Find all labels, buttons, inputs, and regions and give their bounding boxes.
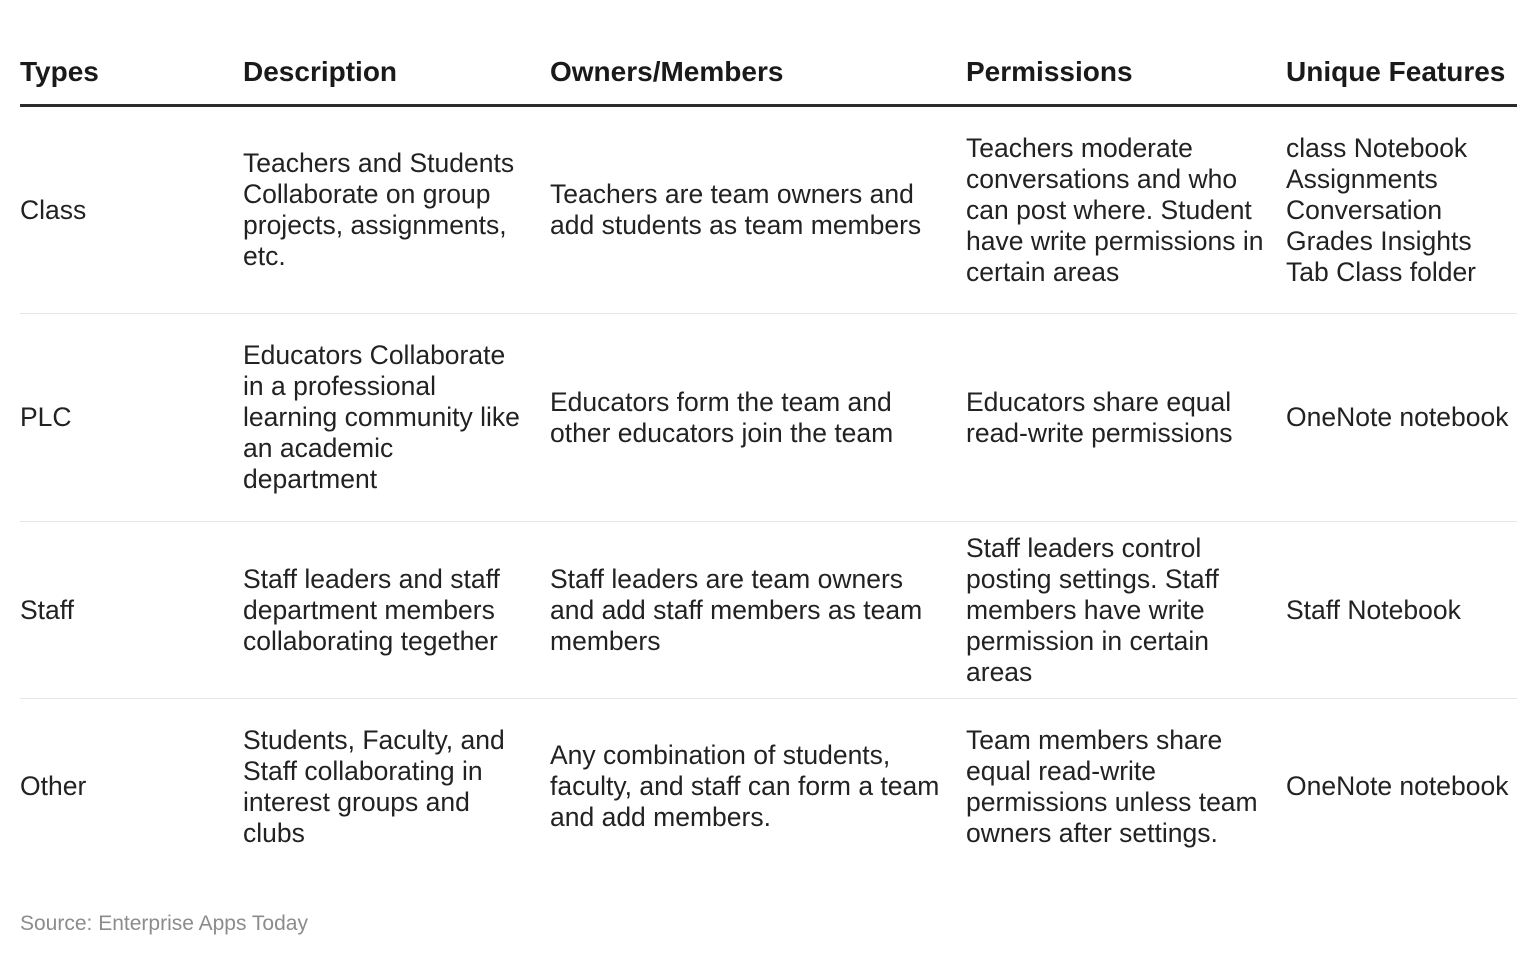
permissions-text: Teachers moderate conversations and who can post where. Student have write permissions in certain areas xyxy=(966,132,1264,287)
cell-description xyxy=(243,522,550,699)
owners-members-text: Any combination of students, faculty, and staff can form a team and add members. xyxy=(550,740,940,832)
cell-description xyxy=(243,314,550,522)
cell-permissions xyxy=(966,522,1286,699)
feature-item: OneNote notebook xyxy=(1286,771,1509,801)
description-text: Students, Faculty, and Staff collaborating in interest groups and clubs xyxy=(243,724,505,848)
cell-unique-features xyxy=(1286,699,1517,875)
feature-item: class Notebook xyxy=(1286,132,1468,163)
unique-features-list xyxy=(1286,595,1517,626)
owners-members-text: Staff leaders are team owners and add staff members as team members xyxy=(550,563,923,656)
owners-members-text: Educators form the team and other educators join the team xyxy=(550,386,894,448)
unique-features-list xyxy=(1286,771,1517,802)
feature-item: OneNote notebook xyxy=(1286,402,1509,432)
permissions-text: Educators share equal read-write permissions xyxy=(966,386,1233,448)
teams-types-table xyxy=(20,40,1517,874)
header-description: Description xyxy=(243,40,550,106)
table-row xyxy=(20,699,1517,875)
permissions-text: Staff leaders control posting settings. Staff members have write permission in certain areas xyxy=(966,532,1219,687)
header-types: Types xyxy=(20,40,243,106)
description-text: Teachers and Students Collaborate on group projects, assignments, etc. xyxy=(243,148,515,271)
table-header-row xyxy=(20,40,1517,106)
cell-description xyxy=(243,699,550,875)
cell-unique-features xyxy=(1286,522,1517,699)
cell-type: Class xyxy=(20,106,243,314)
table-row xyxy=(20,314,1517,522)
feature-item: Tab Class folder xyxy=(1286,256,1477,287)
cell-owners-members xyxy=(550,699,966,875)
table-row xyxy=(20,106,1517,314)
cell-permissions xyxy=(966,314,1286,522)
cell-type: Staff xyxy=(20,522,243,699)
cell-permissions xyxy=(966,106,1286,314)
unique-features-list xyxy=(1286,133,1517,288)
unique-features-list xyxy=(1286,402,1517,433)
cell-owners-members xyxy=(550,314,966,522)
feature-item: Grades Insights xyxy=(1286,225,1472,256)
cell-type: Other xyxy=(20,771,87,801)
permissions-text: Team members share equal read-write permissions unless team owners after settings. xyxy=(966,724,1258,848)
cell-unique-features xyxy=(1286,314,1517,522)
cell-owners-members xyxy=(550,106,966,314)
feature-item: Staff Notebook xyxy=(1286,594,1461,625)
cell-permissions xyxy=(966,699,1286,875)
header-owners-members: Owners/Members xyxy=(550,40,966,106)
cell-unique-features xyxy=(1286,106,1517,314)
teams-types-table-container xyxy=(20,40,1517,874)
owners-members-text: Teachers are team owners and add students as team members xyxy=(550,179,922,240)
header-permissions: Permissions xyxy=(966,40,1286,106)
description-text: Staff leaders and staff department members collaborating tegether xyxy=(243,563,500,656)
feature-item: Conversation xyxy=(1286,194,1443,225)
cell-owners-members xyxy=(550,522,966,699)
header-unique-features: Unique Features xyxy=(1286,40,1517,106)
cell-type: PLC xyxy=(20,314,243,522)
feature-item: Assignments xyxy=(1286,163,1438,194)
cell-description xyxy=(243,106,550,314)
source-note: Source: Enterprise Apps Today xyxy=(20,912,308,935)
description-text: Educators Collaborate in a professional learning community like an academic department xyxy=(243,340,520,494)
table-row xyxy=(20,522,1517,699)
